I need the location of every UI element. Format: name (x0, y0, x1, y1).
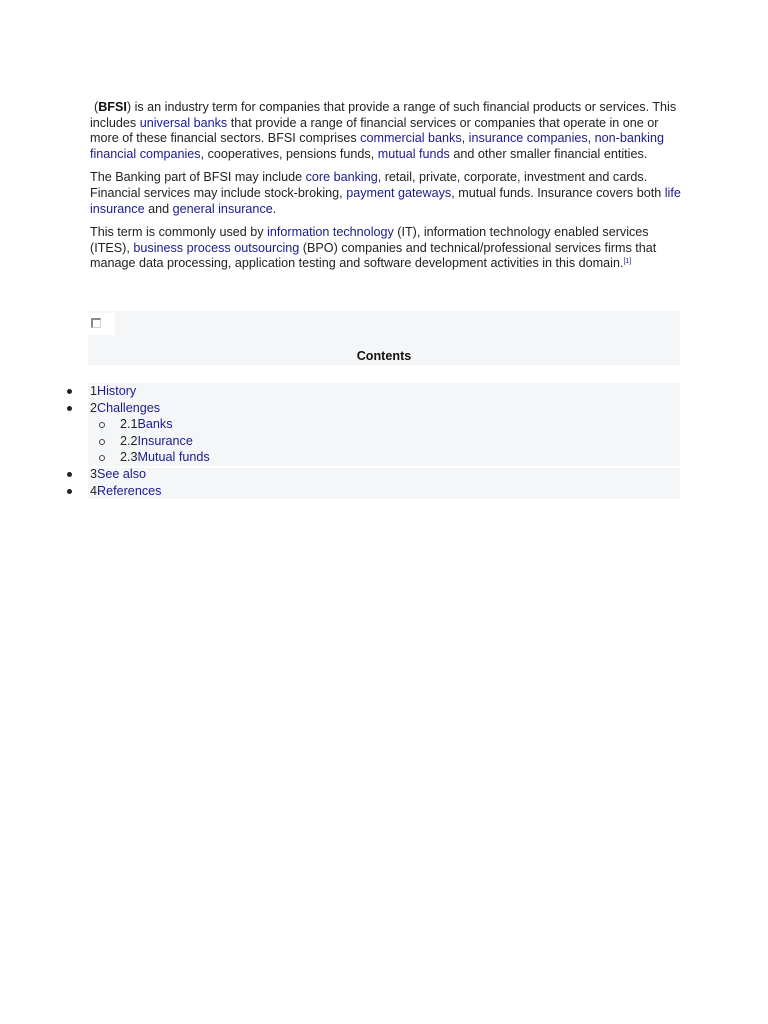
toc-link[interactable]: Banks (137, 417, 173, 432)
toc-link[interactable]: See also (97, 467, 147, 481)
banking-text: , retail, private, corporate, investment and cards. Financial services may include stock-broking, (90, 170, 648, 200)
intro-text: that provide a range of financial services or companies that operate in one or more of these financial sectors. BFSI comprises (90, 115, 659, 146)
toc-item-text (120, 433, 193, 450)
bullet-icon (67, 472, 72, 477)
toc-item[interactable] (0, 383, 768, 400)
toc-link[interactable]: References (97, 483, 162, 498)
toc-number: 2.3 (120, 450, 138, 465)
toc-number: 2.1 (120, 417, 138, 432)
toc-number: 2.2 (120, 433, 138, 448)
article-body (90, 100, 682, 280)
reference-link[interactable]: [1] (623, 258, 632, 266)
intro-text: ( (94, 100, 99, 114)
bullet-icon (67, 389, 72, 394)
toc-link[interactable]: Challenges (97, 400, 161, 415)
intro-text: ) is an industry term for companies that provide a range of such financial products or services. This includes (90, 100, 677, 130)
link-core-banking[interactable]: core banking (305, 170, 378, 185)
banking-text: , mutual funds. Insurance covers both (451, 185, 665, 200)
toc-title: Contents (356, 349, 412, 363)
toc-link[interactable]: Mutual funds (137, 450, 210, 465)
toc-link[interactable]: History (97, 384, 137, 398)
toc-number: 2 (90, 400, 98, 415)
toc-item[interactable] (0, 433, 768, 450)
toc-link[interactable]: Insurance (137, 433, 193, 448)
link-information-technology[interactable]: information technology (267, 225, 394, 240)
toc-item-text (90, 383, 136, 400)
link-non-banking-financial-companies[interactable]: non-banking financial companies (90, 131, 664, 161)
toc-item-text (90, 400, 160, 417)
intro-text: , cooperatives, pensions funds, (200, 146, 378, 161)
link-commercial-banks[interactable]: commercial banks (360, 131, 462, 146)
intro-text: and other smaller financial entities. (449, 146, 648, 161)
circle-bullet-icon (99, 439, 105, 445)
toc-item-text (120, 416, 173, 433)
link-general-insurance[interactable]: general insurance (172, 201, 273, 216)
banking-paragraph (90, 170, 682, 217)
toc-item-text (90, 466, 146, 483)
banking-text: . (272, 201, 277, 216)
bullet-icon (67, 406, 72, 411)
circle-bullet-icon (99, 422, 105, 428)
bullet-icon (67, 489, 72, 494)
link-mutual-funds[interactable]: mutual funds (377, 146, 450, 161)
toc-item[interactable] (0, 400, 768, 417)
intro-text: , (461, 131, 469, 146)
link-payment-gateways[interactable]: payment gateways (346, 185, 452, 200)
banking-text: and (144, 201, 173, 216)
toc-item[interactable] (0, 416, 768, 433)
toc-item[interactable] (0, 449, 768, 466)
intro-text: , (587, 131, 595, 146)
toc-item[interactable] (0, 483, 768, 500)
link-life-insurance[interactable]: life insurance (90, 185, 681, 216)
term-text: (BPO) companies and technical/professional services firms that manage data processing, application testing and software development activities in this domain. (90, 240, 657, 271)
term-text: (IT), information technology enabled services (ITES), (90, 225, 649, 255)
link-universal-banks[interactable]: universal banks (139, 115, 228, 130)
toc-header-box (88, 311, 680, 365)
bfsi-term: BFSI (98, 100, 127, 114)
toc-item-text (90, 483, 161, 500)
term-paragraph (90, 225, 682, 272)
toc-item-text (120, 449, 210, 466)
toc-item[interactable] (0, 466, 768, 483)
toc-number: 3 (90, 467, 98, 481)
term-text: This term is commonly used by (90, 225, 268, 240)
intro-paragraph (90, 100, 682, 162)
toc-number: 1 (90, 384, 98, 398)
banking-text: The Banking part of BFSI may include (90, 170, 306, 185)
circle-bullet-icon (99, 455, 105, 461)
link-business-process-outsourcing[interactable]: business process outsourcing (133, 240, 300, 255)
toc-toggle[interactable] (88, 313, 115, 335)
checkbox-icon[interactable] (91, 318, 101, 328)
toc-number: 4 (90, 483, 98, 498)
link-insurance-companies[interactable]: insurance companies (468, 131, 588, 146)
